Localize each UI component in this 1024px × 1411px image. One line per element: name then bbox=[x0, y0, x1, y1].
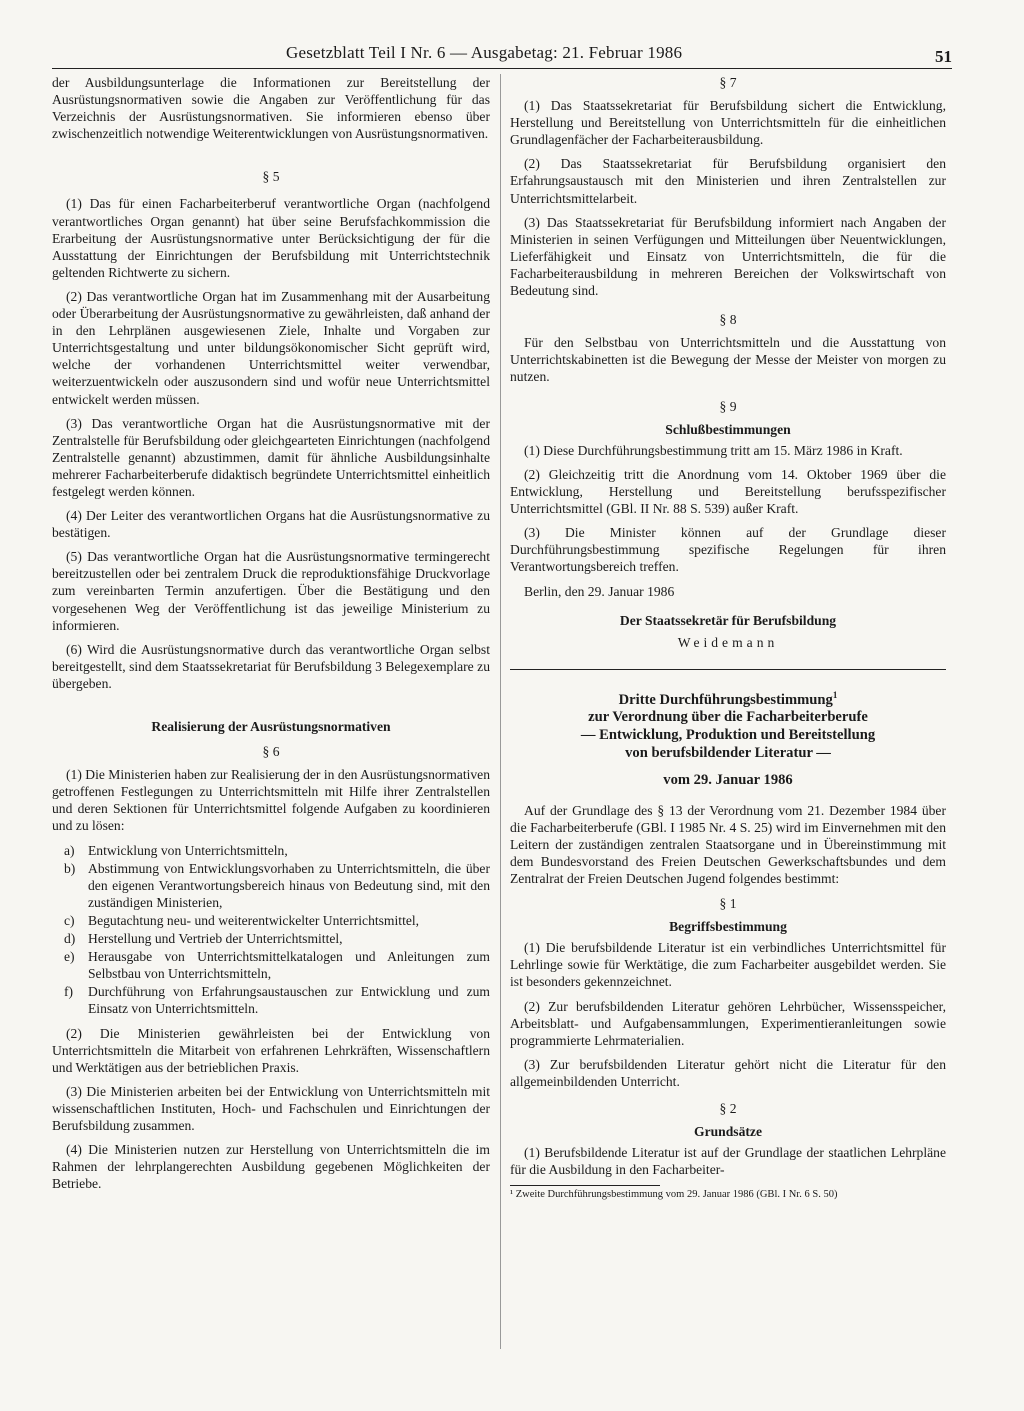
list-item bbox=[52, 983, 490, 1017]
list-marker: a) bbox=[64, 842, 75, 858]
list-marker: f) bbox=[64, 984, 74, 1000]
section-number: § 8 bbox=[719, 312, 737, 328]
list-text: Begutachtung neu- und weiterentwickelter Unterrichtsmittel, bbox=[88, 912, 420, 928]
list-text: Entwicklung von Unterrichtsmitteln, bbox=[88, 842, 288, 858]
list-item bbox=[52, 912, 490, 929]
section-heading: Realisierung der Ausrüstungsnormativen bbox=[151, 719, 391, 734]
signatory-title: Der Staatssekretär für Berufsbildung bbox=[619, 613, 837, 629]
paragraph: (3) Die Ministerien arbeiten bei der Entwicklung von Unterrichtsmitteln mit wissenschaftlichen Instituten, Hoch- und Fachschulen und Einrichtungen der Berufsbildung zusammen. bbox=[52, 1083, 490, 1133]
section-number: § 2 bbox=[719, 1100, 737, 1116]
header-rule bbox=[52, 68, 952, 69]
footnote: ¹ Zweite Durchführungsbestimmung vom 29. Januar 1986 (GBl. I Nr. 6 S. 50) bbox=[510, 1189, 838, 1201]
paragraph: (4) Der Leiter des verantwortlichen Organs hat die Ausrüstungsnormative zu bestätigen. bbox=[52, 508, 490, 541]
paragraph: (2) Zur berufsbildenden Literatur gehören Lehrbücher, Wissensspeicher, Arbeitsblatt- und Aufgabensammlungen, Experimentieranleitungen sowie programmierte Lehrmaterialien. bbox=[510, 998, 946, 1048]
section-heading: Schlußbestimmungen bbox=[665, 421, 791, 437]
list-item bbox=[52, 842, 490, 859]
paragraph: (6) Wird die Ausrüstungsnormative durch das verantwortliche Organ selbst bereitgestellt, sind dem Staatssekretariat für Berufsbildung 3 Belegexemplare zu übergeben. bbox=[52, 641, 490, 691]
paragraph: (3) Zur berufsbildenden Literatur gehört nicht die Literatur für den allgemeinbildenden Unterricht. bbox=[510, 1056, 946, 1089]
task-list bbox=[52, 842, 490, 1018]
paragraph: (3) Das Staatssekretariat für Berufsbildung informiert nach Angaben der Ministerien in seinen Verfügungen und Mitteilungen über Neuentwicklungen, Lieferfähigkeit und Einsatz von Unterrichtsmitteln, die für die Facharbeiterausbildung in mehreren Bereichen der Volkswirtschaft von Bedeutung sind. bbox=[510, 214, 946, 299]
section-number: § 9 bbox=[719, 398, 737, 414]
list-text: Herausgabe von Unterrichtsmittelkatalogen und Anleitungen zum Selbstbau von Unterrichtsmitteln, bbox=[88, 949, 490, 982]
running-header: Gesetzblatt Teil I Nr. 6 — Ausgabetag: 21. Februar 1986 bbox=[286, 43, 683, 62]
paragraph: (2) Gleichzeitig tritt die Anordnung vom 14. Oktober 1969 über die Entwicklung, Herstellung und Bereitstellung berufsspezifischer Unterrichtsmittel (GBl. II Nr. 88 S. 539) außer Kraft. bbox=[510, 466, 946, 516]
paragraph: (4) Die Ministerien nutzen zur Herstellung von Unterrichtsmitteln die im Rahmen der lehrplangerechten Ausbildung gegebenen Möglichkeiten der Betriebe. bbox=[52, 1142, 490, 1192]
section-number: § 7 bbox=[719, 75, 737, 90]
paragraph: (2) Das verantwortliche Organ hat im Zusammenhang mit der Ausarbeitung oder Überarbeitung der Ausrüstungsnormative zu gewährleisten, daß anhand der in den Lehrplänen ausgewiesenen Ziele, Inhalte und Vorgaben zur Unterrichtsgestaltung und unter bildungsökonomischer Sicht geprüft wird, welche der vorhandenen Unterrichtsmittel weiter verwendbar, weiterzuentwickeln oder auszusondern sind und wofür neue Unterrichtsmittel entwickelt werden müssen. bbox=[52, 288, 490, 407]
paragraph: (2) Das Staatssekretariat für Berufsbildung organisiert den Erfahrungsaustausch mit den Ministerien und ihren Zentralstellen zur Unterrichtsmittelarbeit. bbox=[510, 156, 946, 206]
list-text: Abstimmung von Entwicklungsvorhaben zu Unterrichtsmitteln, die über den eigenen Verantwortungsbereich hinaus von Bedeutung sind, mit den zuständigen Ministerien, bbox=[88, 860, 490, 910]
paragraph: (1) Die Ministerien haben zur Realisierung der in den Ausrüstungsnormativen getroffenen Festlegungen zu Unterrichtsmitteln mit Hilfe ihrer Zentralstellen und deren Sektionen für Unterrichtsmittel folgende Aufgaben zu koordinieren und zu lösen: bbox=[52, 767, 490, 834]
right-column bbox=[510, 74, 946, 1201]
document-date: vom 29. Januar 1986 bbox=[663, 772, 793, 789]
section-number: § 6 bbox=[262, 744, 280, 760]
section-heading: Begriffsbestimmung bbox=[669, 919, 787, 935]
list-item bbox=[52, 930, 490, 947]
left-column bbox=[52, 74, 490, 1199]
title-line: Dritte Durchführungsbestimmung bbox=[618, 691, 833, 708]
paragraph: (3) Die Minister können auf der Grundlage dieser Durchführungsbestimmung spezifische Regelungen für ihren Verantwortungsbereich treffen. bbox=[510, 525, 946, 575]
list-marker: d) bbox=[64, 931, 76, 947]
section-divider bbox=[510, 669, 946, 670]
list-item bbox=[52, 948, 490, 982]
paragraph: (5) Das verantwortliche Organ hat die Ausrüstungsnormative termingerecht bereitzustellen oder bei zentralem Druck die reproduktionsfähige Druckvorlage zum vereinbarten Termin anzufertigen. Über die Bestätigung und den vorgesehenen Weg der Veröffentlichung ist das jeweilige Ministerium zu informieren. bbox=[52, 549, 490, 633]
footnote-marker: 1 bbox=[832, 689, 838, 700]
list-marker: b) bbox=[64, 860, 76, 876]
paragraph: (1) Berufsbildende Literatur ist auf der Grundlage der staatlichen Lehrpläne für die Ausbildung in den Facharbeiter- bbox=[510, 1145, 946, 1178]
page-number: 51 bbox=[935, 47, 952, 66]
page-header bbox=[52, 43, 952, 69]
paragraph: (3) Das verantwortliche Organ hat die Ausrüstungsnormative mit der Zentralstelle für Berufsbildung oder gleichgearteten Einrichtungen (nachfolgend Zentralstelle genannt) abzustimmen, damit für ähnliche Ausbildungsinhalte mehrerer Facharbeiterberufe didaktisch begründete Unterrichtsmittel einheitlich festgelegt werden können. bbox=[52, 415, 490, 499]
document-title bbox=[510, 686, 946, 763]
list-marker: e) bbox=[64, 949, 75, 965]
paragraph: Auf der Grundlage des § 13 der Verordnung vom 21. Dezember 1984 über die Facharbeiterberufe (GBl. I 1985 Nr. 4 S. 25) wird im Einvernehmen mit den Leitern der zuständigen zentralen Staatsorgane und in Übereinstimmung mit dem Bundesvorstand des Freien Deutschen Gewerkschaftsbundes und dem Zentralrat der Freien Deutschen Jugend folgendes bestimmt: bbox=[510, 802, 946, 886]
paragraph: (1) Das Staatssekretariat für Berufsbildung sichert die Entwicklung, Herstellung und Bereitstellung von Unterrichtsmitteln für die einheitlichen Grundlagenfächer der Facharbeiterausbildung. bbox=[510, 98, 946, 148]
list-text: Herstellung und Vertrieb der Unterrichtsmittel, bbox=[88, 931, 343, 947]
section-number: § 1 bbox=[719, 896, 737, 912]
column-divider bbox=[500, 74, 501, 1349]
title-line: — Entwicklung, Produktion und Bereitstellung bbox=[580, 727, 876, 744]
paragraph: der Ausbildungsunterlage die Informationen zur Bereitstellung der Ausrüstungsnormativen sowie die Angaben zur Veröffentlichung für das Verzeichnis der Ausrüstungsnormativen. Sie informieren ebenso über zwischenzeitlich notwendige Weiterentwicklungen von Ausrüstungsnormativen. bbox=[52, 75, 490, 142]
list-item bbox=[52, 860, 490, 911]
footnote-rule bbox=[510, 1185, 660, 1186]
paragraph: (1) Die berufsbildende Literatur ist ein verbindliches Unterrichtsmittel für Lehrlinge sowie für Werktätige, die zum Facharbeiter ausgebildet werden. Sie ist besonders gekennzeichnet. bbox=[510, 940, 946, 990]
place-date: Berlin, den 29. Januar 1986 bbox=[524, 584, 675, 600]
list-marker: c) bbox=[64, 912, 75, 928]
paragraph: (2) Die Ministerien gewährleisten bei der Entwicklung von Unterrichtsmitteln die Mitarbeit von erfahrenen Lehrkräften, Wissenschaftlern und Werktätigen aus der betrieblichen Praxis. bbox=[52, 1025, 490, 1075]
signatory-name: Weidemann bbox=[677, 634, 779, 650]
list-text: Durchführung von Erfahrungsaustauschen zur Entwicklung und zum Einsatz von Unterrichtsmitteln. bbox=[88, 984, 490, 1017]
title-line: zur Verordnung über die Facharbeiterberufe bbox=[588, 709, 868, 726]
paragraph: Für den Selbstbau von Unterrichtsmitteln und die Ausstattung von Unterrichtskabinetten ist die Bewegung der Messe der Meister von morgen zu nutzen. bbox=[510, 335, 946, 385]
section-heading: Grundsätze bbox=[694, 1124, 762, 1140]
paragraph: (1) Das für einen Facharbeiterberuf verantwortliche Organ (nachfolgend verantwortliches Organ genannt) hat über seine Berufsfachkommission die Erarbeitung der Ausrüstungsnormative unter Berücksichtigung der für die Ausstattung der Einrichtungen der Berufsbildung mit Unterrichtstechnik geltenden Richtwerte zu sichern. bbox=[52, 196, 490, 280]
section-number: § 5 bbox=[262, 169, 280, 185]
title-line: von berufsbildender Literatur — bbox=[625, 745, 831, 762]
paragraph: (1) Diese Durchführungsbestimmung tritt am 15. März 1986 in Kraft. bbox=[524, 442, 903, 458]
